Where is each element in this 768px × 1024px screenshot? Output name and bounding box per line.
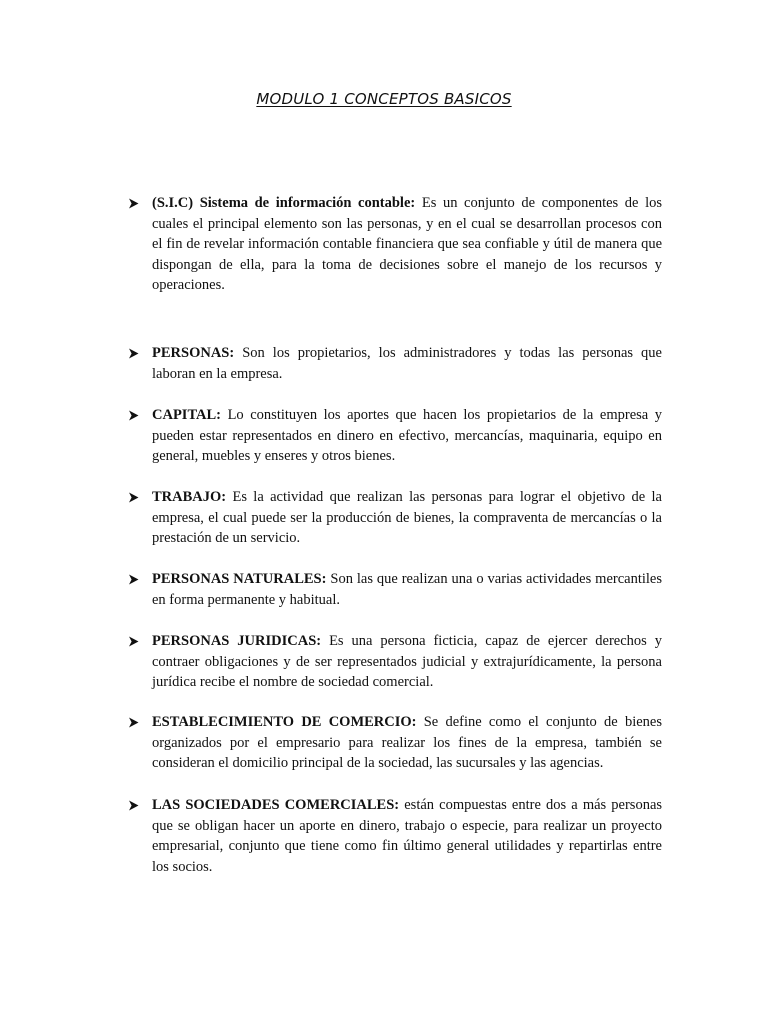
list-item-personas-juridicas: [128, 631, 662, 693]
item-term: PERSONAS NATURALES:: [152, 571, 327, 587]
item-term: TRABAJO:: [152, 489, 227, 505]
item-paragraph: [152, 405, 662, 467]
arrowhead-bullet-icon: [126, 569, 140, 590]
item-description: están compuestas entre dos a más personas que se obligan hacer un aporte en dinero, trabajo o especie, para realizar un proyecto empresarial, conjunto que tiene como fin último general utilidades y repartirlas entre los socios.: [152, 797, 663, 875]
list-item-sic: [128, 193, 662, 296]
item-paragraph: [152, 487, 662, 549]
list-item-capital: [128, 405, 662, 467]
item-description: Se define como el conjunto de bienes organizados por el empresario para realizar los fines de la empresa, también se consideran el domicilio principal de la sociedad, las sucursales y las agencias.: [152, 714, 662, 772]
item-description: Es una persona ficticia, capaz de ejercer derechos y contraer obligaciones y de ser representados judicial y extrajurídicamente, la persona jurídica recibe el nombre de sociedad comercial.: [152, 633, 663, 691]
list-item-personas: [128, 343, 662, 384]
item-description: Son los propietarios, los administradores y todas las personas que laboran en la empresa.: [152, 345, 662, 382]
item-paragraph: [152, 569, 662, 610]
item-description: Es un conjunto de componentes de los cuales el principal elemento son las personas, y en el cual se desarrollan procesos con el fin de revelar información contable financiera que sea confiable y útil de manera que dispongan de ella, para la toma de decisiones sobre el manejo de los recursos y operaciones.: [152, 195, 663, 294]
arrowhead-bullet-icon: [126, 343, 140, 364]
item-paragraph: [152, 193, 662, 296]
item-paragraph: [152, 795, 662, 877]
item-term: PERSONAS:: [152, 345, 235, 361]
item-description: Son las que realizan una o varias actividades mercantiles en forma permanente y habitual.: [152, 571, 662, 608]
list-item-establecimiento: [128, 712, 662, 774]
item-description: Es la actividad que realizan las personas para lograr el objetivo de la empresa, el cual puede ser la producción de bienes, la compraventa de mercancías o la prestación de un servicio.: [152, 489, 662, 547]
arrowhead-bullet-icon: [126, 405, 140, 426]
item-paragraph: [152, 343, 662, 384]
item-term: (S.I.C) Sistema de información contable:: [152, 195, 416, 211]
item-term: LAS SOCIEDADES COMERCIALES:: [152, 797, 400, 813]
list-item-sociedades: [128, 795, 662, 877]
arrowhead-bullet-icon: [126, 712, 140, 733]
item-term: PERSONAS JURIDICAS:: [152, 633, 322, 649]
arrowhead-bullet-icon: [126, 795, 140, 816]
item-paragraph: [152, 631, 662, 693]
list-item-trabajo: [128, 487, 662, 549]
item-description: Lo constituyen los aportes que hacen los propietarios de la empresa y pueden estar representados en dinero en efectivo, mercancías, maquinaria, equipo en general, muebles y enseres y otros bienes.: [152, 407, 663, 465]
page-title: MODULO 1 CONCEPTOS BASICOS: [256, 90, 512, 108]
arrowhead-bullet-icon: [126, 631, 140, 652]
list-item-personas-naturales: [128, 569, 662, 610]
item-term: ESTABLECIMIENTO DE COMERCIO:: [152, 714, 417, 730]
item-paragraph: [152, 712, 662, 774]
arrowhead-bullet-icon: [126, 193, 140, 214]
item-term: CAPITAL:: [152, 407, 222, 423]
arrowhead-bullet-icon: [126, 487, 140, 508]
